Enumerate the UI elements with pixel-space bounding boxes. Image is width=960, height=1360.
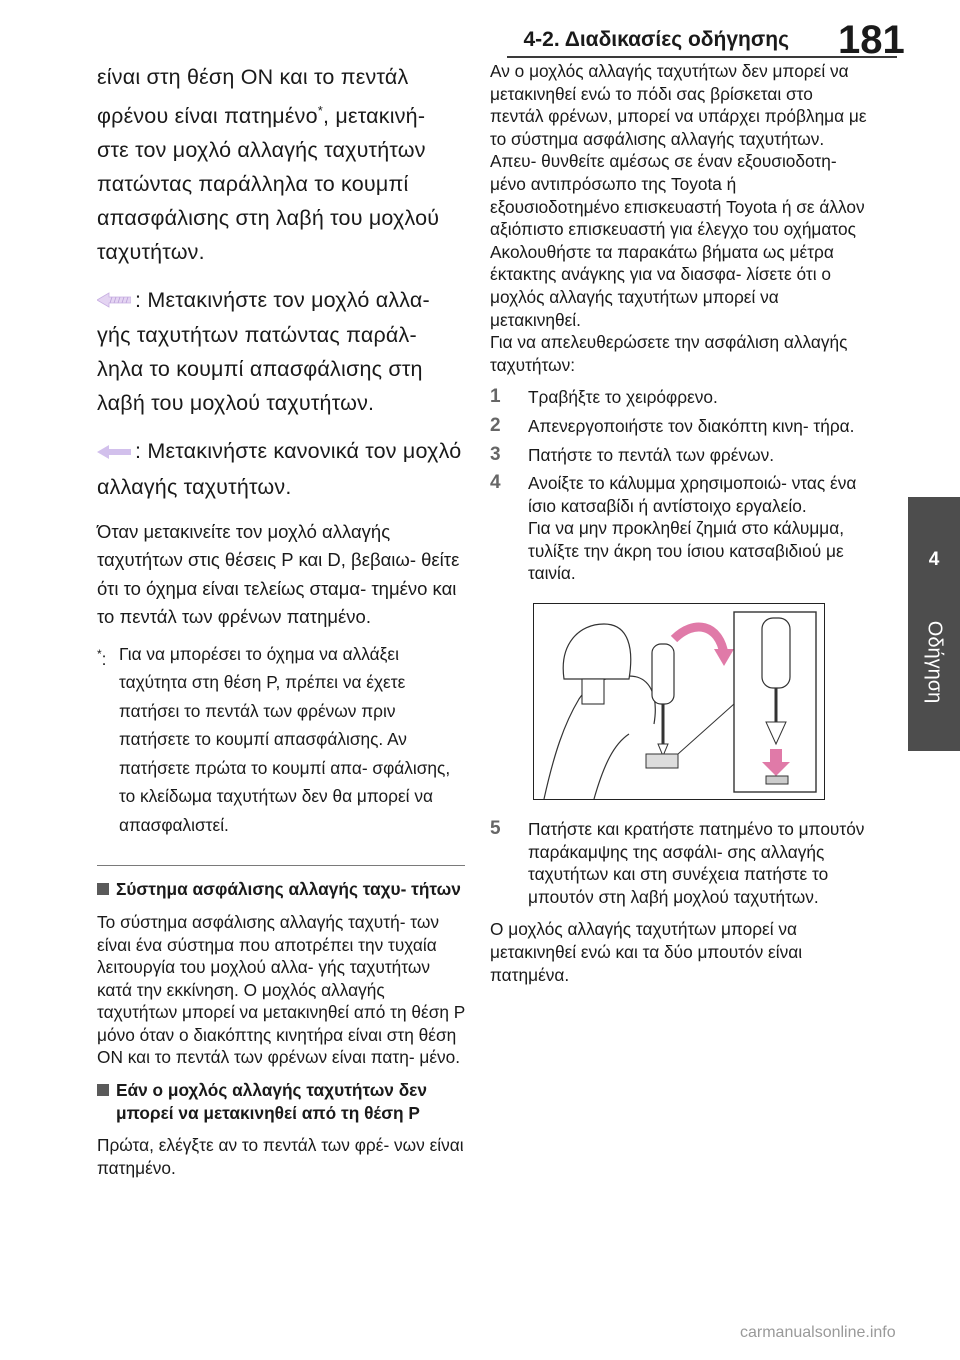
closing-paragraph: Ο μοχλός αλλαγής ταχυτήτων μπορεί να μετακινηθεί ενώ και τα δύο μπουτόν είναι πατημένα.	[490, 919, 803, 985]
step-number: 1	[490, 386, 501, 408]
caution-paragraph: Όταν μετακινείτε τον μοχλό αλλαγής ταχυτήτων στις θέσεις P και D, βεβαιω- θείτε ότι το όχημα είναι τελείως σταμα- τημένο και το πεντάλ των φρένων πατημένο.	[97, 520, 460, 628]
step-number: 2	[490, 414, 501, 436]
text-line: πατώντας παράλληλα το κουμπί	[97, 172, 409, 197]
right-intro-3: Για να απελευθερώσετε την ασφάλιση αλλαγής ταχυτήτων:	[490, 332, 848, 375]
step-2	[490, 415, 870, 438]
shift-lock-paragraph: Το σύστημα ασφάλισης αλλαγής ταχυτή- των είναι ένα σύστημα που αποτρέπει την τυχαία λειτουργία του μοχλού αλλα- γής ταχυτήτων κατά την εκκίνηση. Ο μοχλός αλλαγής ταχυτήτων μπορεί να μετακινηθεί από τη θέση P μόνο όταν ο διακόπτης κινητήρα είναι στη θέση ON και το πεντάλ των φρένων είναι πατη- μένο.	[97, 911, 465, 1068]
step-text: Τραβήξτε το χειρόφρενο.	[528, 387, 718, 408]
step-note: Για να μην προκληθεί ζημιά στο κάλυμμα, τυλίξτε την άκρη του ίσιου κατσαβιδιού με ταινία.	[528, 518, 845, 584]
step-4	[490, 472, 870, 585]
subheading-shift-lock	[97, 878, 465, 901]
text-line: απασφάλισης στη λαβή του μοχλού	[97, 206, 440, 231]
square-bullet-icon	[97, 883, 109, 895]
left-column	[97, 60, 465, 1189]
footnote-asterisk: *	[97, 646, 102, 661]
text-span: φρένου είναι πατημένο	[97, 104, 318, 129]
step-1	[490, 386, 870, 409]
solid-arrow-icon	[97, 436, 131, 470]
striped-arrow-icon	[97, 284, 131, 318]
arrow-legend-2-text: : Μετακινήστε κανονικά τον μοχλό αλλαγής ταχυτήτων.	[97, 439, 462, 499]
section-divider	[97, 865, 465, 866]
step-text: Απενεργοποιήστε τον διακόπτη κινη- τήρα.	[528, 415, 855, 436]
footnote-colon: :	[101, 648, 107, 669]
step-5	[490, 818, 870, 908]
subheading-text: Σύστημα ασφάλισης αλλαγής ταχυ- τήτων	[116, 879, 461, 900]
text-line: στε τον μοχλό αλλαγής ταχυτήτων	[97, 138, 426, 163]
square-bullet-icon	[97, 1084, 109, 1096]
subheading-cannot-move	[97, 1079, 465, 1124]
arrow-legend-1-text: : Μετακινήστε τον μοχλό αλλα- γής ταχυτήτων πατώντας παράλ- ληλα το κουμπί απασφάλισης στη λαβή του μοχλού ταχυτήτων.	[97, 288, 430, 416]
intro-paragraph	[97, 60, 465, 269]
section-title: 4-2. Διαδικασίες οδήγησης	[523, 28, 789, 51]
arrow-legend-1	[97, 283, 465, 420]
text-span: , μετακινή-	[323, 104, 426, 129]
watermark: carmanualsonline.info	[740, 1324, 896, 1341]
chapter-number: 4	[928, 549, 940, 570]
arrow-legend-2	[97, 434, 465, 503]
right-intro-2: Ακολουθήστε τα παρακάτω βήματα ως μέτρα έκτακτης ανάγκης για να διασφα- λίσετε ότι ο μοχλός αλλαγής ταχυτήτων μπορεί να μετακινηθεί.	[490, 241, 834, 330]
chapter-label: Οδήγηση	[923, 620, 946, 704]
footnote	[97, 640, 465, 840]
footnote-marker	[97, 640, 106, 673]
step-text: Ανοίξτε το κάλυμμα χρησιμοποιώ- ντας ένα ίσιο κατσαβίδι ή αντίστοιχο εργαλείο.	[528, 473, 857, 516]
step-text: Πατήστε το πεντάλ των φρένων.	[528, 444, 775, 465]
step-number: 5	[490, 818, 501, 840]
footnote-text: Για να μπορέσει το όχημα να αλλάξει ταχύτητα στη θέση P, πρέπει να έχετε πατήσει το πεντάλ των φρένων πριν πατήσετε το κουμπί απασφάλισης. Αν πατήσετε πρώτα το κουμπί απα- σφάλισης, το κλείδωμα ταχυτήτων δεν θα μπορεί να απασφαλιστεί.	[119, 643, 451, 835]
step-number: 3	[490, 443, 501, 465]
check-brake-paragraph: Πρώτα, ελέγξτε αν το πεντάλ των φρέ- νων είναι πατημένο.	[97, 1135, 464, 1178]
chapter-tab[interactable]	[908, 497, 960, 751]
shift-lock-release-illustration	[533, 603, 825, 800]
step-number: 4	[490, 472, 501, 494]
footnote-ref: *	[317, 103, 324, 118]
text-line	[97, 94, 465, 133]
step-text: Πατήστε και κρατήστε πατημένο το μπουτόν παράκαμψης της ασφάλι- σης αλλαγής ταχυτήτων και στη συνέχεια πατήστε το μπουτόν στη λαβή μοχλού ταχυτήτων.	[528, 819, 865, 907]
subheading-text: Εάν ο μοχλός αλλαγής ταχυτήτων δεν μπορεί να μετακινηθεί από τη θέση P	[116, 1080, 427, 1123]
step-3	[490, 444, 870, 467]
page-number: 181	[838, 18, 905, 62]
right-column	[490, 60, 870, 996]
chapter-label-wrap	[908, 597, 960, 727]
text-line: ταχυτήτων.	[97, 240, 205, 265]
text-line: είναι στη θέση ON και το πεντάλ	[97, 65, 409, 89]
right-intro: Αν ο μοχλός αλλαγής ταχυτήτων δεν μπορεί να μετακινηθεί ενώ το πόδι σας βρίσκεται στο πεντάλ φρένων, μπορεί να υπάρχει πρόβλημα με το σύστημα ασφάλισης αλλαγής ταχυτήτων. Απευ- θυνθείτε αμέσως σε έναν εξουσιοδοτη- μένο αντιπρόσωπο της Toyota ή εξουσιοδοτημένο επισκευαστή Toyota ή σε άλλον αξιόπιστο επισκευαστή για έλεγχο του οχήματος	[490, 61, 867, 240]
